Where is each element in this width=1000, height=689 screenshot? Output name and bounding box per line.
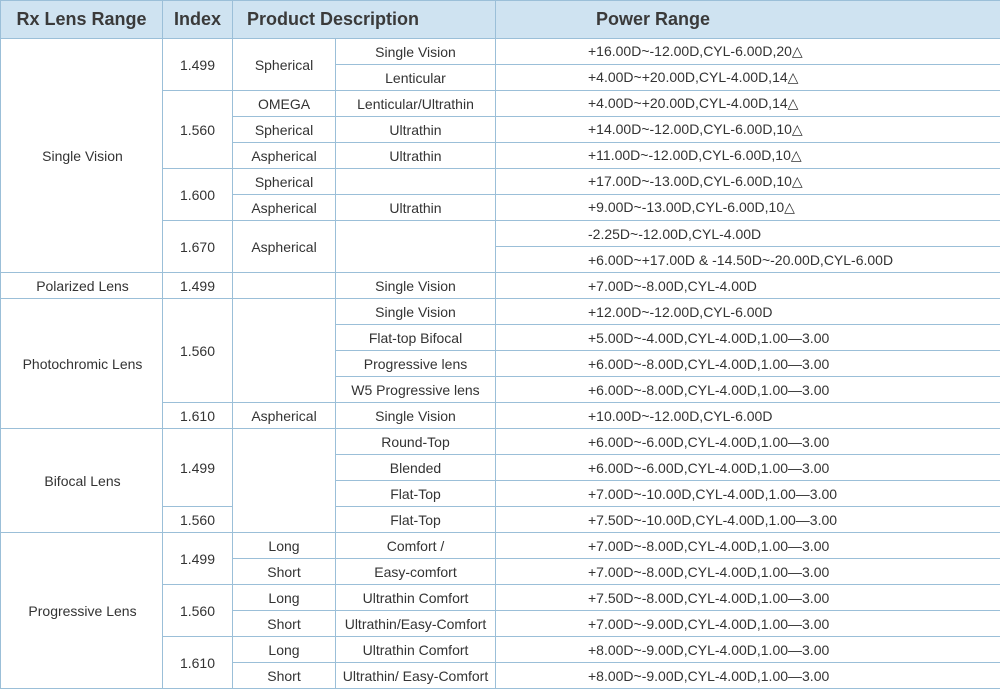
design-cell: Ultrathin/Easy-Comfort <box>336 611 496 637</box>
power-range-cell: +7.00D~-8.00D,CYL-4.00D,1.00—3.00 <box>496 533 1000 559</box>
table-row <box>1 273 1000 299</box>
lens-type-cell <box>233 429 336 533</box>
design-cell: Lenticular <box>336 65 496 91</box>
index-cell: 1.499 <box>163 273 233 299</box>
design-cell <box>336 221 496 273</box>
power-range-cell: +7.00D~-8.00D,CYL-4.00D,1.00—3.00 <box>496 559 1000 585</box>
power-range-cell: -2.25D~-12.00D,CYL-4.00D <box>496 221 1000 247</box>
power-range-cell: +11.00D~-12.00D,CYL-6.00D,10△ <box>496 143 1000 169</box>
lens-type-cell: Aspherical <box>233 143 336 169</box>
power-range-cell: +10.00D~-12.00D,CYL-6.00D <box>496 403 1000 429</box>
power-range-cell: +6.00D~-6.00D,CYL-4.00D,1.00—3.00 <box>496 429 1000 455</box>
lens-type-cell: OMEGA <box>233 91 336 117</box>
corridor-type-cell: Short <box>233 611 336 637</box>
category-bifocal-lens: Bifocal Lens <box>1 429 163 533</box>
power-range-cell: +7.00D~-10.00D,CYL-4.00D,1.00—3.00 <box>496 481 1000 507</box>
power-range-cell: +8.00D~-9.00D,CYL-4.00D,1.00—3.00 <box>496 637 1000 663</box>
power-range-cell: +6.00D~-6.00D,CYL-4.00D,1.00—3.00 <box>496 455 1000 481</box>
table-row <box>1 299 1000 325</box>
lens-type-cell <box>233 299 336 403</box>
index-cell: 1.670 <box>163 221 233 273</box>
header-power-range: Power Range <box>496 1 1000 39</box>
design-cell: Round-Top <box>336 429 496 455</box>
power-range-cell: +7.50D~-10.00D,CYL-4.00D,1.00—3.00 <box>496 507 1000 533</box>
design-cell: Blended <box>336 455 496 481</box>
design-cell: Single Vision <box>336 273 496 299</box>
design-cell: Flat-Top <box>336 507 496 533</box>
category-photochromic-lens: Photochromic Lens <box>1 299 163 429</box>
design-cell: Flat-Top <box>336 481 496 507</box>
design-cell <box>336 169 496 195</box>
design-cell: Single Vision <box>336 39 496 65</box>
table-row <box>1 39 1000 65</box>
design-cell: Ultrathin <box>336 143 496 169</box>
index-cell: 1.560 <box>163 507 233 533</box>
index-cell: 1.499 <box>163 533 233 585</box>
design-cell: Flat-top Bifocal <box>336 325 496 351</box>
table-row <box>1 533 1000 559</box>
index-cell: 1.600 <box>163 169 233 221</box>
power-range-cell: +6.00D~-8.00D,CYL-4.00D,1.00—3.00 <box>496 351 1000 377</box>
lens-type-cell: Spherical <box>233 117 336 143</box>
corridor-type-cell: Long <box>233 585 336 611</box>
header-index: Index <box>163 1 233 39</box>
lens-type-cell <box>233 273 336 299</box>
table-row <box>1 429 1000 455</box>
power-range-cell: +4.00D~+20.00D,CYL-4.00D,14△ <box>496 91 1000 117</box>
design-cell: Comfort / <box>336 533 496 559</box>
lens-type-cell: Aspherical <box>233 403 336 429</box>
index-cell: 1.610 <box>163 403 233 429</box>
corridor-type-cell: Short <box>233 663 336 689</box>
category-single-vision: Single Vision <box>1 39 163 273</box>
design-cell: Single Vision <box>336 299 496 325</box>
index-cell: 1.560 <box>163 585 233 637</box>
design-cell: Single Vision <box>336 403 496 429</box>
header-rx-lens-range: Rx Lens Range <box>1 1 163 39</box>
design-cell: Easy-comfort <box>336 559 496 585</box>
power-range-cell: +6.00D~-8.00D,CYL-4.00D,1.00—3.00 <box>496 377 1000 403</box>
lens-type-cell: Aspherical <box>233 221 336 273</box>
corridor-type-cell: Short <box>233 559 336 585</box>
design-cell: Progressive lens <box>336 351 496 377</box>
header-row <box>1 1 1000 39</box>
category-polarized-lens: Polarized Lens <box>1 273 163 299</box>
category-progressive-lens: Progressive Lens <box>1 533 163 689</box>
header-product-description: Product Description <box>233 1 496 39</box>
index-cell: 1.560 <box>163 299 233 403</box>
power-range-cell: +7.00D~-9.00D,CYL-4.00D,1.00—3.00 <box>496 611 1000 637</box>
lens-type-cell: Spherical <box>233 39 336 91</box>
index-cell: 1.499 <box>163 429 233 507</box>
corridor-type-cell: Long <box>233 533 336 559</box>
power-range-cell: +5.00D~-4.00D,CYL-4.00D,1.00—3.00 <box>496 325 1000 351</box>
design-cell: Lenticular/Ultrathin <box>336 91 496 117</box>
power-range-cell: +7.50D~-8.00D,CYL-4.00D,1.00—3.00 <box>496 585 1000 611</box>
power-range-cell: +17.00D~-13.00D,CYL-6.00D,10△ <box>496 169 1000 195</box>
design-cell: Ultrathin/ Easy-Comfort <box>336 663 496 689</box>
index-cell: 1.610 <box>163 637 233 689</box>
design-cell: W5 Progressive lens <box>336 377 496 403</box>
lens-type-cell: Spherical <box>233 169 336 195</box>
power-range-cell: +8.00D~-9.00D,CYL-4.00D,1.00—3.00 <box>496 663 1000 689</box>
design-cell: Ultrathin Comfort <box>336 585 496 611</box>
power-range-cell: +9.00D~-13.00D,CYL-6.00D,10△ <box>496 195 1000 221</box>
lens-type-cell: Aspherical <box>233 195 336 221</box>
power-range-cell: +16.00D~-12.00D,CYL-6.00D,20△ <box>496 39 1000 65</box>
design-cell: Ultrathin <box>336 195 496 221</box>
power-range-cell: +12.00D~-12.00D,CYL-6.00D <box>496 299 1000 325</box>
power-range-cell: +6.00D~+17.00D & -14.50D~-20.00D,CYL-6.00D <box>496 247 1000 273</box>
design-cell: Ultrathin <box>336 117 496 143</box>
design-cell: Ultrathin Comfort <box>336 637 496 663</box>
index-cell: 1.499 <box>163 39 233 91</box>
power-range-cell: +4.00D~+20.00D,CYL-4.00D,14△ <box>496 65 1000 91</box>
index-cell: 1.560 <box>163 91 233 169</box>
power-range-cell: +14.00D~-12.00D,CYL-6.00D,10△ <box>496 117 1000 143</box>
power-range-cell: +7.00D~-8.00D,CYL-4.00D <box>496 273 1000 299</box>
corridor-type-cell: Long <box>233 637 336 663</box>
